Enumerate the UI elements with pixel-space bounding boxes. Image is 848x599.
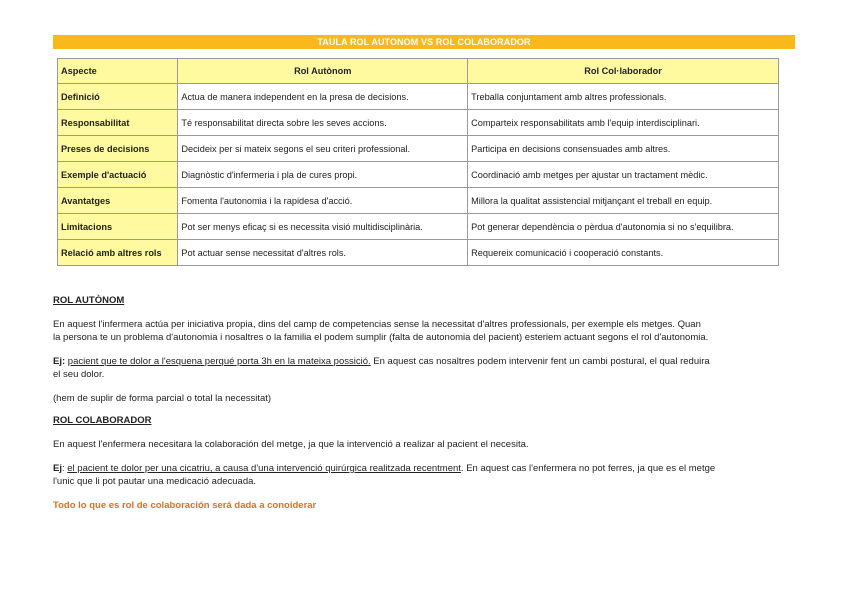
row-autonom: Té responsabilitat directa sobre les seves accions. [178,110,468,136]
section-rol-autonom [53,294,795,405]
header-aspect: Aspecte [58,59,178,84]
row-aspect: Definició [58,84,178,110]
header-rol-autonom: Rol Autònom [178,59,468,84]
section-rol-colaborador [53,414,795,512]
row-aspect: Preses de decisions [58,136,178,162]
table-row [58,110,779,136]
row-autonom: Diagnòstic d'infermeria i pla de cures propi. [178,162,468,188]
table-row [58,162,779,188]
row-autonom: Pot ser menys eficaç si es necessita visió multidisciplinària. [178,214,468,240]
row-autonom: Actua de manera independent en la presa de decisions. [178,84,468,110]
example-text: En aquest cas nosaltres podem intervenir fent un cambi postural, el qual reduira [370,356,710,367]
example-text: el seu dolor. [53,369,105,380]
example-text: l'unic que li pot pautar una medicació adecuada. [53,476,257,487]
example-underlined: el pacient te dolor per una cicatriu, a causa d'una intervenció quirúrgica realitzada recentment [67,463,461,474]
row-colaborador: Requereix comunicació i cooperació constants. [468,240,779,266]
document-page [53,35,795,512]
table-header-row [58,59,779,84]
example-label: Ej [53,463,62,474]
row-autonom: Decideix per si mateix segons el seu criteri professional. [178,136,468,162]
section-heading: ROL AUTÒNOM [53,295,125,306]
row-aspect: Relació amb altres rols [58,240,178,266]
example-paragraph [53,462,795,488]
example-colon: : [61,463,68,474]
table-row [58,240,779,266]
header-rol-colaborador: Rol Col·laborador [468,59,779,84]
row-aspect: Limitacions [58,214,178,240]
row-colaborador: Treballa conjuntament amb altres professionals. [468,84,779,110]
table-title: TAULA ROL AUTONOM VS ROL COLABORADOR [53,35,795,49]
paragraph-line: En aquest l'infermera actúa per iniciativa propia, dins del camp de competencias sense la necessitat d'altres professionals, per exemple els metges. Quan [53,319,701,330]
row-aspect: Responsabilitat [58,110,178,136]
comparison-table [57,58,779,266]
row-aspect: Avantatges [58,188,178,214]
row-aspect: Exemple d'actuació [58,162,178,188]
example-paragraph [53,355,795,381]
paragraph-line: la persona te un problema d'autonomia i nosaltres o la familia el podem sumplir (falta de autonomia del pacient) esteriem actuant segons el rol d'autonomia. [53,332,709,343]
row-colaborador: Coordinació amb metges per ajustar un tractament mèdic. [468,162,779,188]
row-colaborador: Millora la qualitat assistencial mitjançant el treball en equip. [468,188,779,214]
table-row [58,214,779,240]
row-colaborador: Comparteix responsabilitats amb l'equip interdisciplinari. [468,110,779,136]
table-row [58,84,779,110]
example-text: . En aquest cas l'enfermera no pot ferres, ja que es el metge [460,463,716,474]
paragraph [53,318,795,344]
section-heading: ROL COLABORADOR [53,415,152,426]
example-underlined: pacient que te dolor a l'esquena perqué porta 3h en la mateixa possició. [67,356,371,367]
row-colaborador: Participa en decisions consensuades amb altres. [468,136,779,162]
paragraph: En aquest l'enfermera necesitara la colaboración del metge, ja que la intervenció a realizar al pacient el necesita. [53,439,529,450]
closing-note: Todo lo que es rol de colaboración será dada a conoiderar [53,500,317,511]
note: (hem de suplir de forma parcial o total la necessitat) [53,393,272,404]
row-autonom: Pot actuar sense necessitat d'altres rols. [178,240,468,266]
example-label: Ej: [53,356,66,367]
table-row [58,136,779,162]
row-colaborador: Pot generar dependència o pèrdua d'autonomia si no s'equilibra. [468,214,779,240]
table-row [58,188,779,214]
row-autonom: Fomenta l'autonomia i la rapidesa d'acció. [178,188,468,214]
